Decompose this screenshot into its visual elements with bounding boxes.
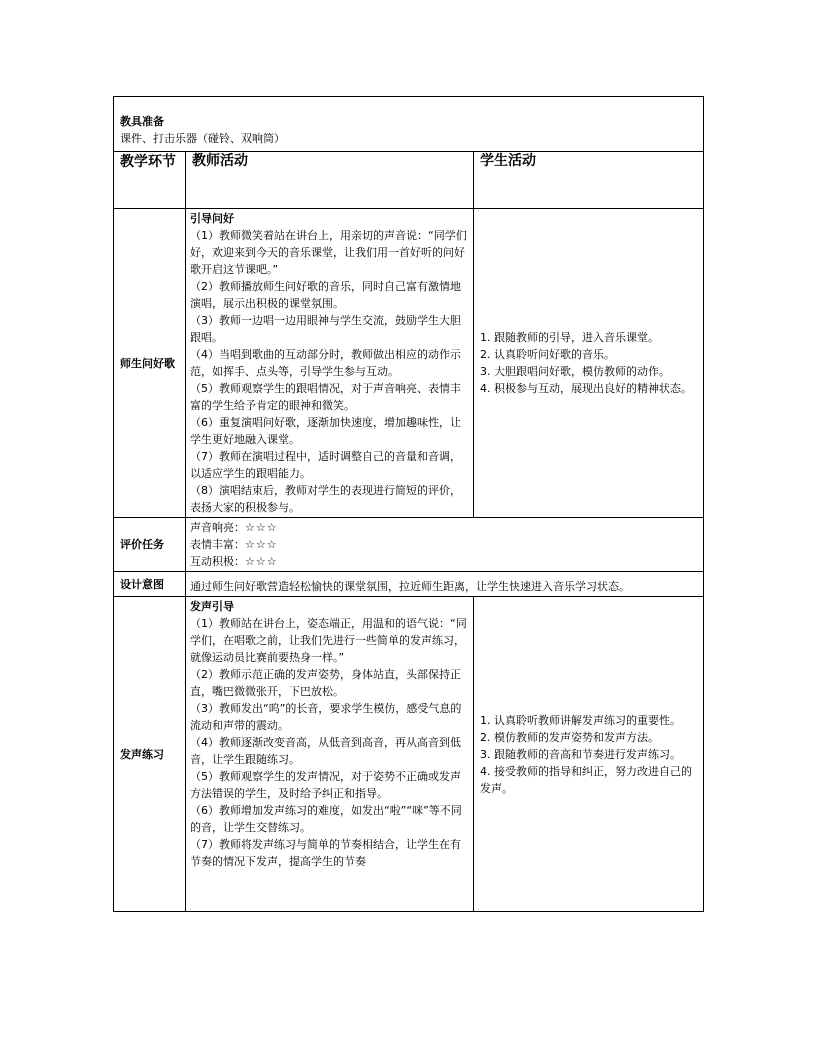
prep-items: 课件、打击乐器（碰铃、双响筒）: [120, 132, 285, 145]
evaluation-row: [114, 518, 704, 572]
evaluation-label: 表情丰富：: [190, 538, 245, 551]
prep-cell: [114, 97, 704, 152]
section2-student-line: 2. 模仿教师的发声姿势和发声方法。: [480, 730, 659, 744]
intent-text: 通过师生问好歌营造轻松愉快的课堂氛围，拉近师生距离，让学生快速进入音乐学习状态。: [186, 572, 704, 597]
prep-title: 教具准备: [120, 115, 164, 128]
section1-teacher-line: （1）教师微笑着站在讲台上，用亲切的声音说：“同学们好，欢迎来到今天的音乐课堂，让我们用一首好听的问好歌开启这节课吧。”: [190, 229, 467, 276]
section1-student-line: 4. 积极参与互动，展现出良好的精神状态。: [480, 382, 692, 395]
header-row: [114, 152, 704, 209]
evaluation-label: 声音响亮：: [190, 521, 245, 534]
section1-teacher-line: （5）教师观察学生的跟唱情况，对于声音响亮、表情丰富的学生给予肯定的眼神和微笑。: [190, 382, 461, 412]
header-teacher: 教师活动: [186, 152, 474, 209]
section1-student-cell: [474, 209, 704, 518]
section2-student-cell: [474, 597, 704, 912]
evaluation-item: [190, 553, 699, 570]
section1-student-line: 3. 大胆跟唱问好歌，模仿教师的动作。: [480, 365, 670, 378]
evaluation-stage: 评价任务: [114, 518, 186, 572]
evaluation-cell: [186, 518, 704, 572]
star-rating: ☆☆☆: [245, 521, 278, 534]
lesson-plan-table: [113, 96, 704, 912]
section2-student-line: 4. 接受教师的指导和纠正，努力改进自己的发声。: [480, 764, 692, 795]
intent-stage: 设计意图: [114, 572, 186, 597]
section1-stage: 师生问好歌: [114, 209, 186, 518]
section1-teacher-line: （4）当唱到歌曲的互动部分时，教师做出相应的动作示范，如挥手、点头等，引导学生参与互动。: [190, 348, 461, 378]
section1-teacher-cell: [186, 209, 474, 518]
section2-row: [114, 597, 704, 912]
section2-teacher-line: （5）教师观察学生的发声情况，对于姿势不正确或发声方法错误的学生，及时给予纠正和指导。: [190, 770, 461, 800]
section2-teacher-content: [190, 598, 469, 910]
section2-title: 发声引导: [190, 600, 234, 613]
star-rating: ☆☆☆: [245, 538, 278, 551]
header-stage: 教学环节: [114, 152, 186, 209]
section2-teacher-line: （3）教师发出“呜”的长音，要求学生模仿，感受气息的流动和声带的震动。: [190, 702, 462, 732]
section1-teacher-line: （3）教师一边唱一边用眼神与学生交流，鼓励学生大胆跟唱。: [190, 314, 461, 344]
section2-teacher-line: （4）教师逐渐改变音高，从低音到高音，再从高音到低音，让学生跟随练习。: [190, 736, 461, 766]
section2-stage: 发声练习: [114, 597, 186, 912]
section1-teacher-line: （2）教师播放师生问好歌的音乐，同时自己富有激情地演唱，展示出积极的课堂氛围。: [190, 280, 461, 310]
section1-teacher-line: （8）演唱结束后，教师对学生的表现进行简短的评价，表扬大家的积极参与。: [190, 484, 461, 514]
prep-row: [114, 97, 704, 152]
intent-row: [114, 572, 704, 597]
section1-row: [114, 209, 704, 518]
section1-student-line: 2. 认真聆听问好歌的音乐。: [480, 348, 615, 361]
star-rating: ☆☆☆: [245, 555, 278, 568]
header-student: 学生活动: [474, 152, 704, 209]
evaluation-item: [190, 519, 699, 536]
section1-teacher-line: （7）教师在演唱过程中，适时调整自己的音量和音调，以适应学生的跟唱能力。: [190, 450, 461, 480]
section1-title: 引导问好: [190, 212, 234, 225]
section1-student-line: 1. 跟随教师的引导，进入音乐课堂。: [480, 331, 659, 344]
section2-teacher-line: （6）教师增加发声练习的难度，如发出“啦”“咪”等不同的音，让学生交替练习。: [190, 804, 462, 834]
section2-teacher-line: （2）教师示范正确的发声姿势，身体站直，头部保持正直，嘴巴微微张开，下巴放松。: [190, 668, 461, 698]
evaluation-label: 互动积极：: [190, 555, 245, 568]
section2-teacher-line: （1）教师站在讲台上，姿态端正，用温和的语气说：“同学们，在唱歌之前，让我们先进行一些简单的发声练习，就像运动员比赛前要热身一样。”: [190, 617, 467, 664]
section2-teacher-cell: [186, 597, 474, 912]
section2-student-line: 1. 认真聆听教师讲解发声练习的重要性。: [480, 713, 681, 727]
section1-teacher-line: （6）重复演唱问好歌，逐渐加快速度，增加趣味性，让学生更好地融入课堂。: [190, 416, 461, 446]
evaluation-item: [190, 536, 699, 553]
section2-student-line: 3. 跟随教师的音高和节奏进行发声练习。: [480, 747, 681, 761]
section2-teacher-line: （7）教师将发声练习与简单的节奏相结合，让学生在有节奏的情况下发声，提高学生的节奏: [190, 838, 461, 868]
